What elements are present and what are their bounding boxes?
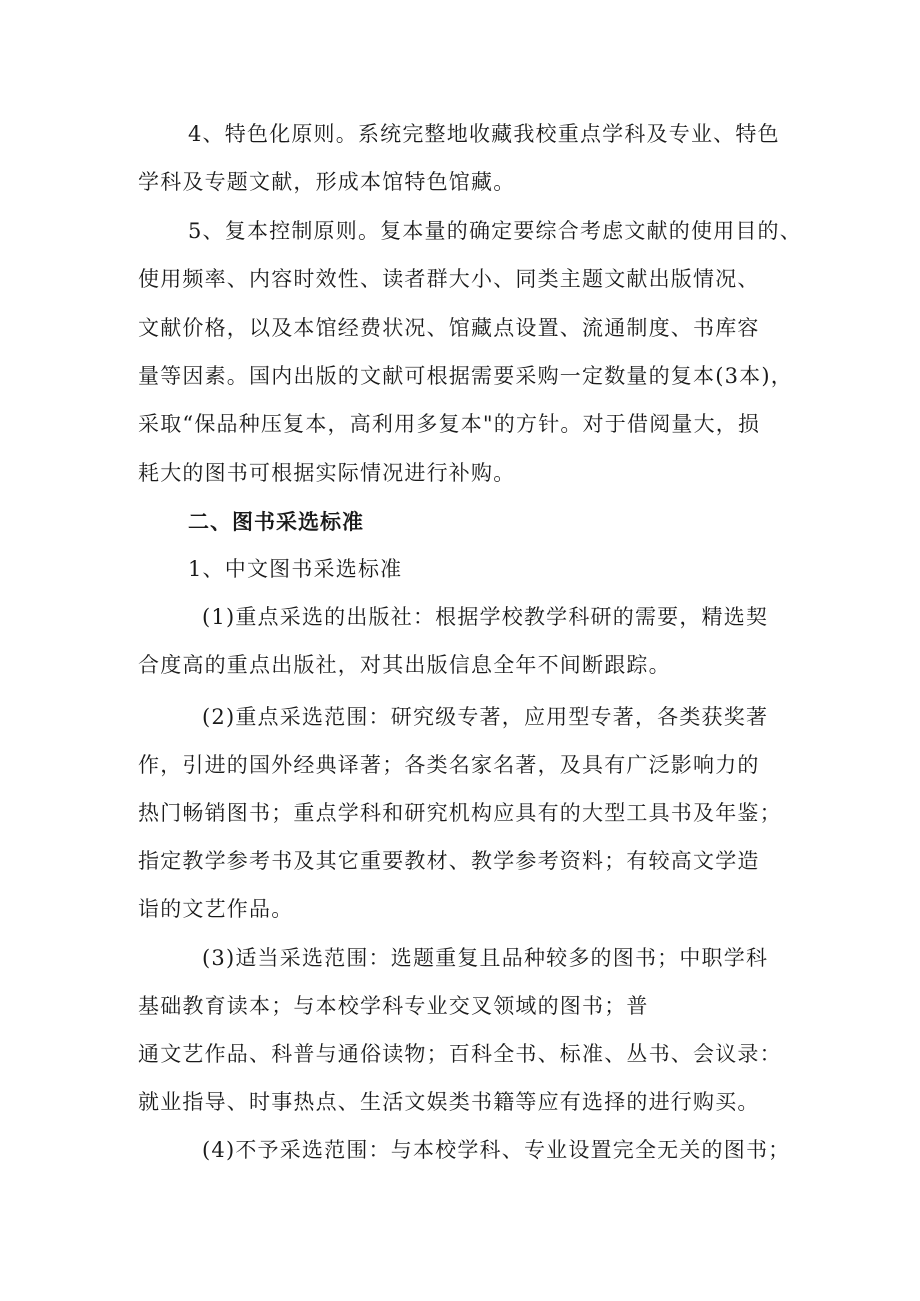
paragraph-4-line-1: 4、特色化原则。系统完整地收藏我校重点学科及专业、特色 bbox=[188, 122, 780, 146]
paragraph-4-line-2: 学科及专题文献，形成本馆特色馆藏。 bbox=[138, 170, 516, 194]
paragraph-5-line-4: 量等因素。国内出版的文献可根据需要采购一定数量的复本(3本)， bbox=[138, 364, 793, 388]
item-3-line-1: (3)适当采选范围：选题重复且品种较多的图书；中职学科 bbox=[202, 946, 769, 970]
paragraph-5-line-3: 文献价格，以及本馆经费状况、馆藏点设置、流通制度、书库容 bbox=[138, 316, 760, 340]
section-heading: 二、图书采选标准 bbox=[188, 510, 364, 534]
item-2-line-2: 作，引进的国外经典译著；各类名家名著，及具有广泛影响力的 bbox=[138, 753, 760, 777]
item-2-line-4: 指定教学参考书及其它重要教材、教学参考资料；有较高文学造 bbox=[138, 849, 760, 873]
item-1-line-2: 合度高的重点出版社，对其出版信息全年不间断跟踪。 bbox=[138, 653, 671, 677]
paragraph-5-line-2: 使用频率、内容时效性、读者群大小、同类主题文献出版情况、 bbox=[138, 267, 760, 291]
item-1-line-1: (1)重点采选的出版社：根据学校教学科研的需要，精选契 bbox=[202, 605, 769, 629]
item-3-line-4: 就业指导、时事热点、生活文娱类书籍等应有选择的进行购买。 bbox=[138, 1090, 760, 1114]
item-4-line-1: (4)不予采选范围：与本校学科、专业设置完全无关的图书； bbox=[202, 1138, 791, 1162]
paragraph-5-line-1: 5、复本控制原则。复本量的确定要综合考虑文献的使用目的、 bbox=[188, 219, 802, 243]
item-2-line-1: (2)重点采选范围：研究级专著，应用型专著，各类获奖著 bbox=[202, 705, 769, 729]
item-3-line-3: 通文艺作品、科普与通俗读物；百科全书、标准、丛书、会议录： bbox=[138, 1042, 782, 1066]
item-2-line-3: 热门畅销图书；重点学科和研究机构应具有的大型工具书及年鉴； bbox=[138, 801, 782, 825]
paragraph-5-line-5: 采取“保品种压复本，高利用多复本"的方针。对于借阅量大，损 bbox=[138, 412, 761, 436]
paragraph-5-line-6: 耗大的图书可根据实际情况进行补购。 bbox=[138, 461, 516, 485]
item-2-line-5: 诣的文艺作品。 bbox=[138, 897, 294, 921]
item-3-line-2: 基础教育读本；与本校学科专业交叉领域的图书；普 bbox=[138, 994, 649, 1018]
subsection-heading: 1、中文图书采选标准 bbox=[188, 557, 403, 581]
